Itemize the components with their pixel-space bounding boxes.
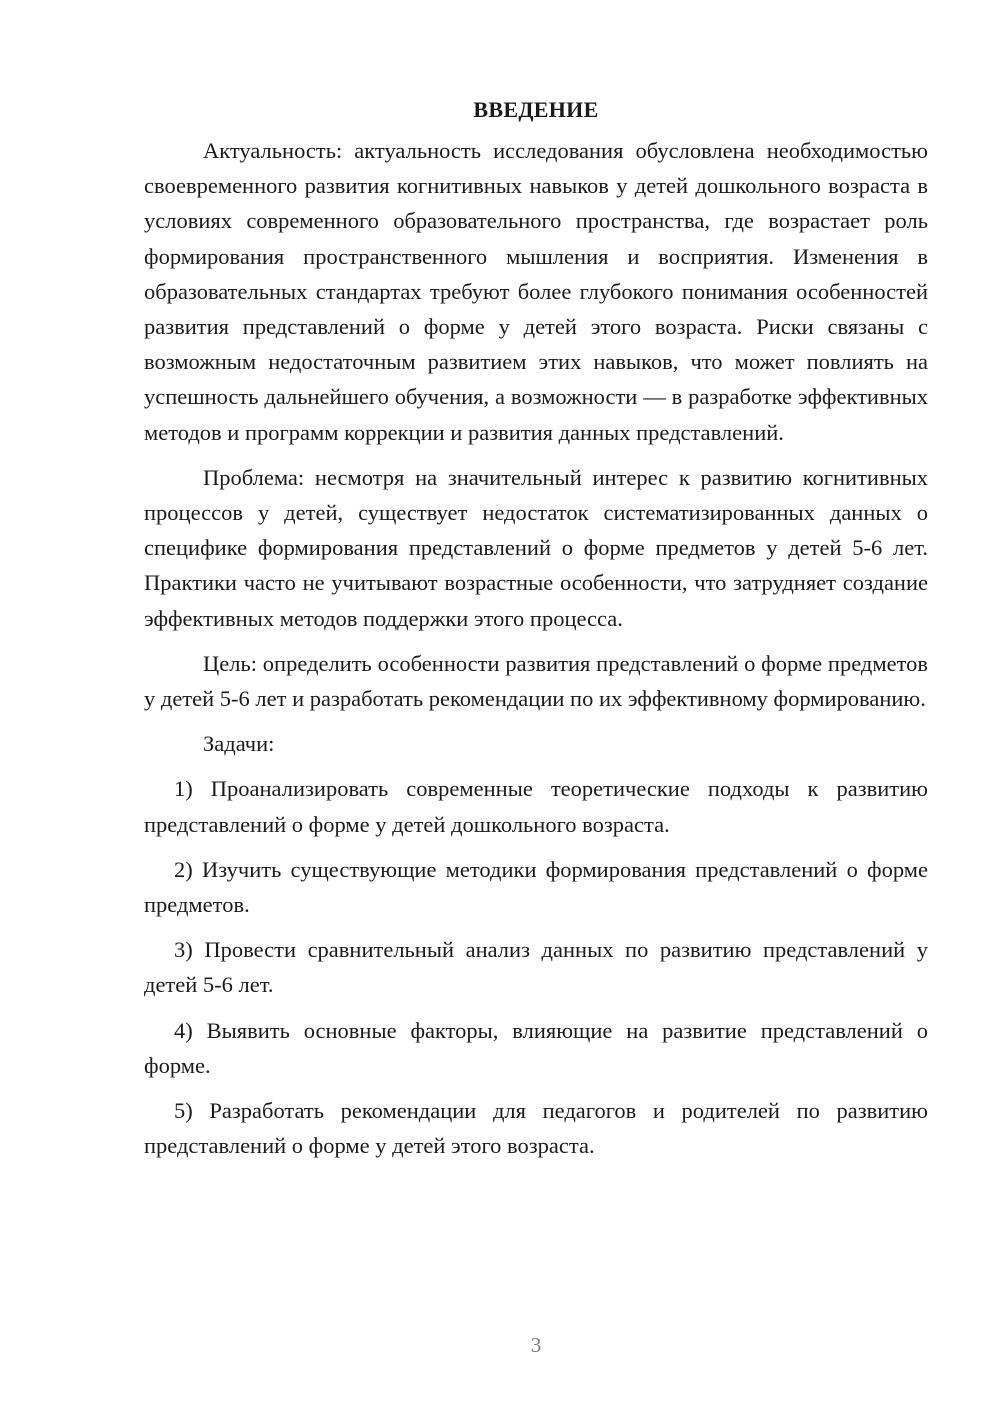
task-item-4: 4) Выявить основные факторы, влияющие на развитие представлений о форме. bbox=[144, 1017, 928, 1078]
task-item-5: 5) Разработать рекомендации для педагогов и родителей по развитию представлений о форме у детей этого возраста. bbox=[144, 1098, 928, 1159]
task-item-3: 3) Провести сравнительный анализ данных по развитию представлений у детей 5-6 лет. bbox=[144, 937, 928, 998]
paragraph-problem: Проблема: несмотря на значительный интерес к развитию когнитивных процессов у детей, существует недостаток систематизированных данных о специфике формирования представлений о форме предметов у детей 5-6 лет. Практики часто не учитывают возрастные особенности, что затрудняет создание эффективных методов поддержки этого процесса. bbox=[144, 464, 928, 631]
page-number: 3 bbox=[530, 1333, 542, 1357]
task-item-2: 2) Изучить существующие методики формирования представлений о форме предметов. bbox=[144, 856, 928, 918]
paragraph-tasks-heading: Задачи: bbox=[203, 731, 275, 757]
page-content bbox=[144, 92, 928, 1163]
page-title: ВВЕДЕНИЕ bbox=[473, 97, 599, 122]
task-item-1: 1) Проанализировать современные теоретические подходы к развитию представлений о форме у детей дошкольного возраста. bbox=[144, 776, 928, 837]
paragraph-relevance: Актуальность: актуальность исследования обусловлена необходимостью своевременного развития когнитивных навыков у детей дошкольного возраста в условиях современного образовательного пространства, где возрастает роль формирования пространственного мышления и восприятия. Изменения в образовательных стандартах требуют более глубокого понимания особенностей развития представлений о форме у детей этого возраста. Риски связаны с возможным недостаточным развитием этих навыков, что может повлиять на успешность дальнейшего обучения, а возможности — в разработке эффективных методов и программ коррекции и развития данных представлений. bbox=[144, 138, 928, 445]
paragraph-goal: Цель: определить особенности развития представлений о форме предметов у детей 5-6 лет и разработать рекомендации по их эффективному формированию. bbox=[144, 650, 928, 712]
